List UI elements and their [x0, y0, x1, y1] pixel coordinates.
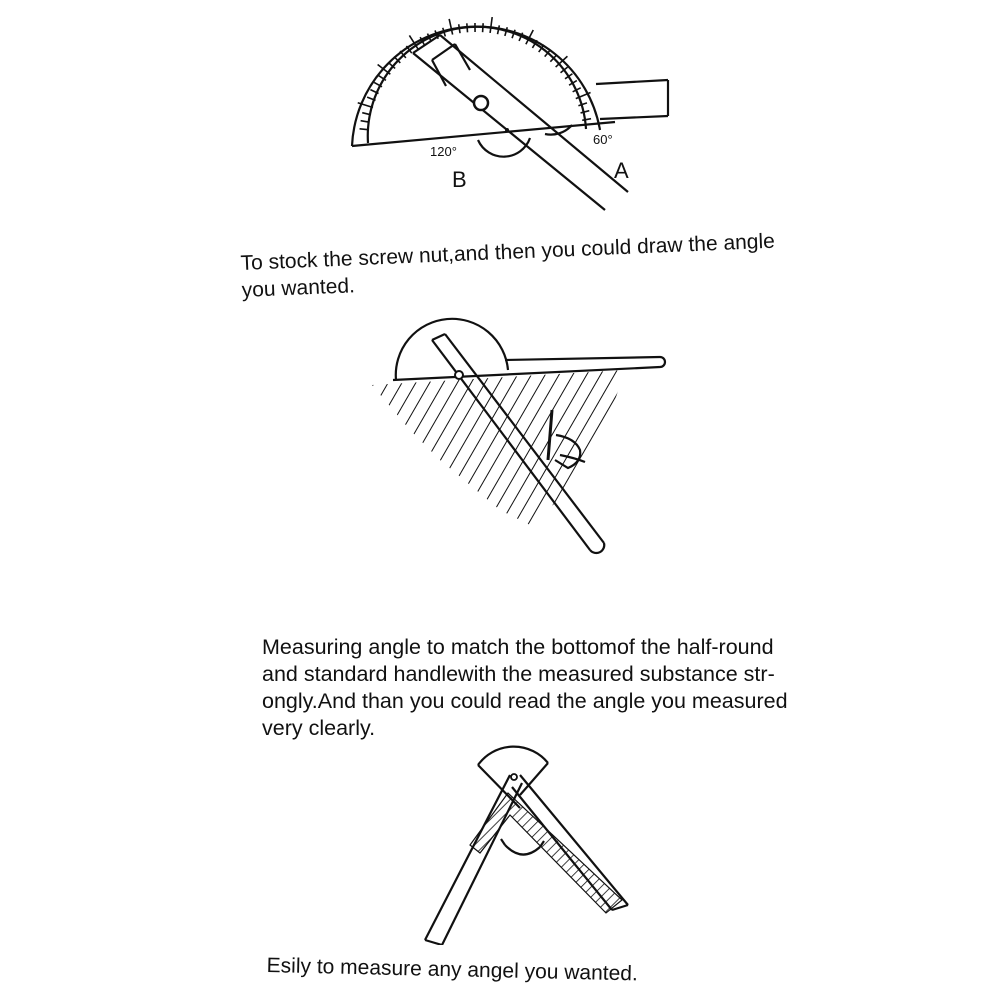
caption-step-2-line: ongly.And than you could read the angle you measured: [262, 689, 788, 713]
caption-step-2-line: Measuring angle to match the bottomof the half-round: [262, 635, 774, 659]
protractor-tick: [467, 23, 468, 32]
protractor-diagram-1: [0, 0, 1000, 250]
angle-60-label: 60°: [593, 132, 613, 147]
point-b-label: B: [452, 167, 467, 192]
caption-step-3: [266, 952, 786, 991]
protractor-tick: [581, 111, 590, 113]
protractor-tick: [360, 129, 369, 130]
protractor-diagram-3: [0, 735, 1000, 945]
caption-step-1-line: you wanted.: [241, 274, 356, 302]
protractor-tick: [449, 19, 452, 35]
caption-step-2-line: very clearly.: [262, 716, 376, 740]
caption-step-2: [262, 634, 842, 742]
caption-step-2-line: and standard handlewith the measured substance str-: [262, 662, 775, 686]
protractor-tick: [498, 25, 500, 34]
protractor-tick: [459, 24, 460, 33]
protractor-tick: [582, 119, 591, 121]
point-a-label: A: [614, 158, 629, 183]
caption-step-1-line: To stock the screw nut,and then you could draw the angle: [240, 229, 776, 275]
protractor-diagram-2: [0, 310, 1000, 560]
caption-step-3-line: Esily to measure any angel you wanted.: [266, 953, 639, 986]
protractor-tick: [490, 17, 492, 33]
protractor-tick: [483, 23, 484, 32]
angle-120-label: 120°: [430, 144, 457, 159]
